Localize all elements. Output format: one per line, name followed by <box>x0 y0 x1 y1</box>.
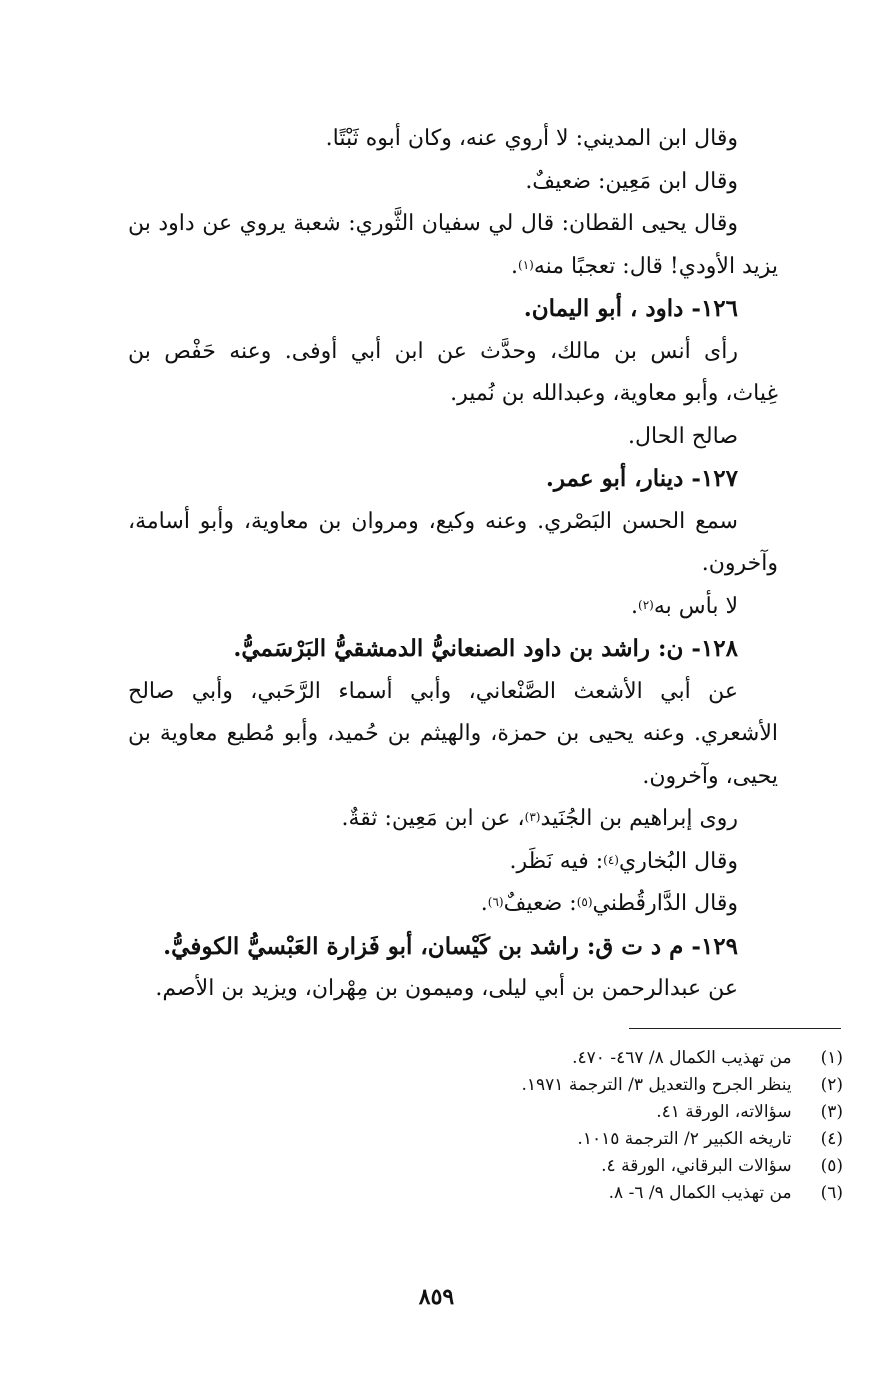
text-line: يحيى، وآخرون. <box>642 763 778 789</box>
text-line <box>128 841 778 884</box>
text-segment: : ضعيفٌ <box>503 891 577 916</box>
text-line: الأشعري. وعنه يحيى بن حمزة، والهيثم بن حُميد، وأبو مُطيع معاوية بن <box>128 721 778 746</box>
page-number: ٨٥٩ <box>418 1284 455 1310</box>
footnote-text: سؤالاته، الورقة ٤١. <box>656 1102 792 1122</box>
entry-heading: ١٢٨- ن: راشد بن داود الصنعانيُّ الدمشقيُّ البَرْسَميُّ. <box>233 635 738 662</box>
footnote-ref: (٦) <box>487 895 504 909</box>
text-segment: . <box>511 253 518 279</box>
text-line: عن عبدالرحمن بن أبي ليلى، وميمون بن مِهْران، ويزيد بن الأصم. <box>155 976 738 1001</box>
footnote-ref: (١) <box>518 257 534 272</box>
entry-heading: ١٢٦- داود ، أبو اليمان. <box>523 295 738 322</box>
footnote-ref: (٥) <box>576 895 593 909</box>
text-line <box>128 883 778 926</box>
footnote <box>143 1180 843 1207</box>
text-segment: يزيد الأودي! قال: تعجبًا منه <box>533 253 778 279</box>
text-line: وقال ابن المديني: لا أروي عنه، وكان أبوه ثَبْتًا. <box>325 126 738 151</box>
footnote-text: من تهذيب الكمال ٨/ ٤٦٧- ٤٧٠. <box>572 1048 792 1068</box>
footnote-text: ينظر الجرح والتعديل ٣/ الترجمة ١٩٧١. <box>521 1075 792 1095</box>
footnote-text: سؤالات البرقاني، الورقة ٤. <box>601 1156 792 1176</box>
text-line: صالح الحال. <box>628 423 738 449</box>
text-line: رأى أنس بن مالك، وحدَّث عن ابن أبي أوفى. وعنه حَفْص بن <box>128 338 738 364</box>
text-segment: . <box>480 891 488 916</box>
footnotes <box>143 1045 843 1207</box>
footnote <box>143 1099 843 1126</box>
text-segment: روى إبراهيم بن الجُنَيد <box>540 806 738 831</box>
footnote <box>143 1072 843 1099</box>
text-segment: ، عن ابن مَعِين: ثقةٌ. <box>341 806 525 831</box>
footnote-number: (٥) <box>820 1156 843 1176</box>
text-segment: وقال البُخاري <box>618 848 738 874</box>
footnote-ref: (٢) <box>638 597 654 612</box>
footnote-number: (٣) <box>820 1102 843 1122</box>
footnote <box>143 1126 843 1153</box>
footnote <box>143 1045 843 1072</box>
footnote-number: (١) <box>820 1048 843 1068</box>
text-segment: لا بأس به <box>653 593 738 619</box>
footnote-number: (٤) <box>820 1129 843 1149</box>
footnote-ref: (٤) <box>603 852 619 867</box>
text-line: وقال يحيى القطان: قال لي سفيان الثَّوري: شعبة يروي عن داود بن <box>128 211 738 236</box>
text-line <box>128 586 778 629</box>
text-line: وآخرون. <box>701 551 778 576</box>
footnote-number: (٢) <box>820 1075 843 1095</box>
text-line: غِياث، وأبو معاوية، وعبدالله بن نُمير. <box>450 381 778 406</box>
main-text <box>128 118 778 1011</box>
footnote-ref: (٣) <box>524 810 541 824</box>
text-line: عن أبي الأشعث الصَّنْعاني، وأبي أسماء الرَّحَبي، وأبي صالح <box>128 678 738 704</box>
entry-heading: ١٢٩- م د ت ق: راشد بن كَيْسان، أبو فَزارة العَبْسيُّ الكوفيُّ. <box>163 932 738 960</box>
text-line: سمع الحسن البَصْري. وعنه وكيع، ومروان بن معاوية، وأبو أسامة، <box>128 508 738 534</box>
text-segment: وقال الدَّارقُطني <box>592 891 738 916</box>
footnote-text: من تهذيب الكمال ٩/ ٦- ٨. <box>608 1183 792 1203</box>
entry-heading: ١٢٧- دينار، أبو عمر. <box>545 465 738 492</box>
footnote-separator <box>629 1028 841 1029</box>
text-line: وقال ابن مَعِين: ضعيفٌ. <box>525 168 738 194</box>
footnote <box>143 1153 843 1180</box>
footnote-text: تاريخه الكبير ٢/ الترجمة ١٠١٥. <box>577 1129 792 1149</box>
text-segment: . <box>631 593 639 619</box>
text-line <box>128 246 778 289</box>
text-line <box>128 798 778 841</box>
footnote-number: (٦) <box>820 1183 843 1203</box>
text-segment: : فيه نَظَر. <box>509 848 604 874</box>
